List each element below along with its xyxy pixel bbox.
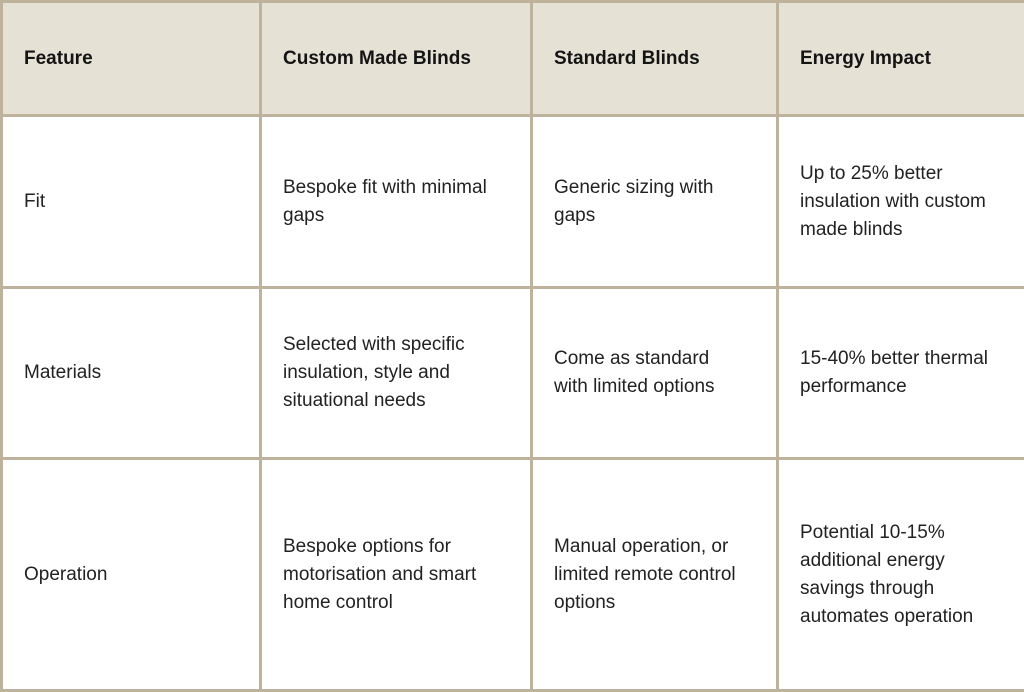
- header-custom-made-blinds: Custom Made Blinds: [261, 2, 532, 116]
- table-row: [2, 288, 1024, 459]
- standard-cell: Manual operation, or limited remote control options: [532, 459, 778, 691]
- header-feature: Feature: [2, 2, 261, 116]
- feature-cell: Operation: [2, 459, 261, 691]
- energy-cell: Potential 10-15% additional energy savings through automates operation: [778, 459, 1024, 691]
- energy-cell: Up to 25% better insulation with custom made blinds: [778, 116, 1024, 288]
- feature-cell: Fit: [2, 116, 261, 288]
- standard-cell: Generic sizing with gaps: [532, 116, 778, 288]
- header-energy-impact: Energy Impact: [778, 2, 1024, 116]
- header-row: [2, 2, 1024, 116]
- custom-cell: Selected with specific insulation, style and situational needs: [261, 288, 532, 459]
- table-row: [2, 116, 1024, 288]
- header-standard-blinds: Standard Blinds: [532, 2, 778, 116]
- custom-cell: Bespoke fit with minimal gaps: [261, 116, 532, 288]
- custom-cell: Bespoke options for motorisation and smart home control: [261, 459, 532, 691]
- standard-cell: Come as standard with limited options: [532, 288, 778, 459]
- energy-cell: 15-40% better thermal performance: [778, 288, 1024, 459]
- table-row: [2, 459, 1024, 691]
- feature-cell: Materials: [2, 288, 261, 459]
